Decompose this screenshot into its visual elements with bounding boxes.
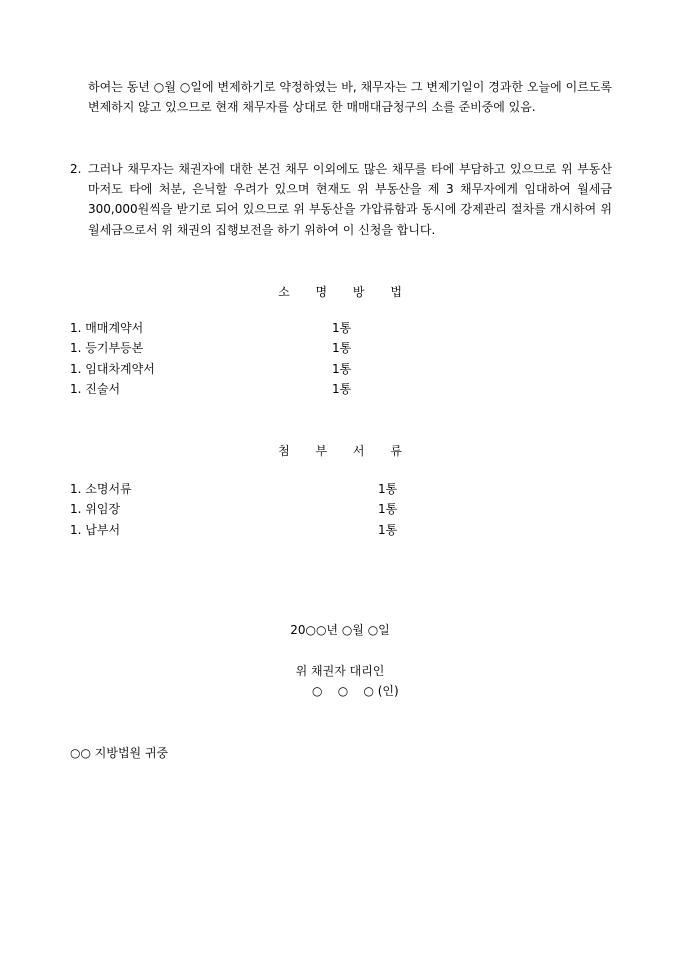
- item-label: 1. 소명서류: [70, 482, 132, 496]
- attachments-heading-char: 부: [315, 444, 328, 458]
- item-label: 1. 임대차계약서: [70, 361, 155, 376]
- signer-name: ○ ○ ○ (인): [312, 684, 399, 698]
- evidence-heading: [0, 283, 680, 300]
- paragraph-1: 하여는 동년 ○월 ○일에 변제하기로 약정하였는 바, 채무자는 그 변제기일이 경과한 오늘에 이르도록 변제하지 않고 있으므로 현재 채무자를 상대로 한 매매대금청구의 소를 준비중에 있음.: [88, 80, 612, 115]
- item-count: 1통: [332, 361, 352, 376]
- item-label: 1. 매매계약서: [70, 321, 144, 335]
- evidence-heading-char: 방: [352, 285, 365, 299]
- document-date: 20○○년 ○월 ○일: [290, 623, 390, 637]
- item-count: 1통: [378, 502, 398, 517]
- item-label: 1. 진술서: [70, 381, 121, 396]
- item-count: 1통: [378, 482, 398, 496]
- evidence-heading-char: 법: [390, 285, 402, 299]
- evidence-heading-char: 소: [278, 285, 290, 299]
- item-count: 1통: [332, 321, 352, 335]
- attachments-heading: [0, 442, 680, 459]
- paragraph-2-text: 그러나 채무자는 채권자에 대한 본건 채무 이외에도 많은 채무를 타에 부담하고 있으므로 위 부동산마저도 타에 처분, 은닉할 우려가 있으며 현재도 위 부동산을 제 3 채무자에게 임대하여 월세금 300,000원씩을 받기로 되어 있으므로 위 부동산을 가압류함과 동시에 강제관리 절차를 개시하여 위 월세금으로서 위 채권의 집행보전을 하기 위하여 이 신청을 합니다.: [88, 162, 612, 237]
- item-label: 1. 등기부등본: [70, 341, 144, 356]
- item-count: 1통: [332, 341, 352, 356]
- court-addressee: ○○ 지방법원 귀중: [70, 746, 169, 760]
- item-count: 1통: [378, 522, 398, 537]
- attachments-heading-char: 서: [352, 444, 365, 458]
- attachments-heading-char: 첨: [278, 444, 290, 458]
- item-label: 1. 위임장: [70, 502, 121, 517]
- attachments-heading-char: 류: [390, 444, 402, 458]
- signer-title: 위 채권자 대리인: [295, 664, 385, 678]
- paragraph-2-number: 2.: [70, 162, 82, 176]
- evidence-heading-char: 명: [315, 285, 328, 299]
- item-count: 1통: [332, 381, 352, 396]
- item-label: 1. 납부서: [70, 522, 121, 537]
